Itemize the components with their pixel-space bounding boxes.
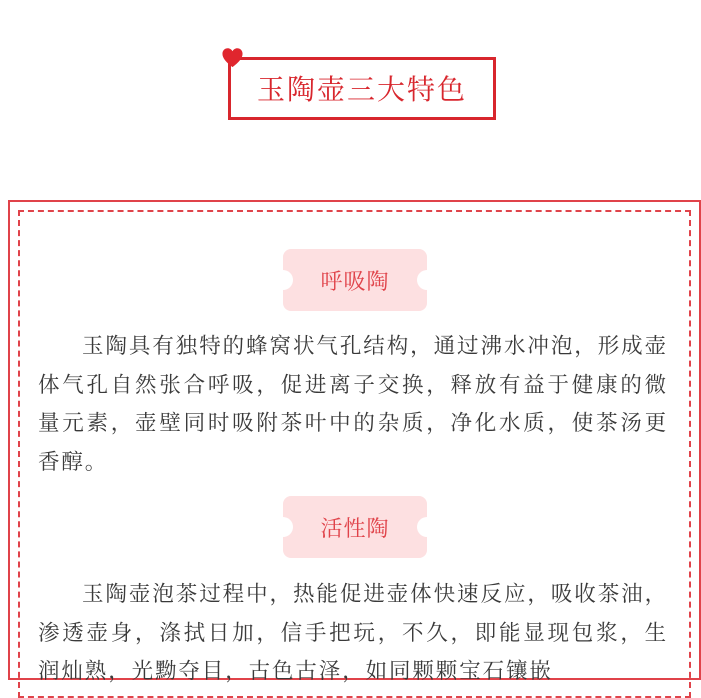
heart-icon	[221, 46, 244, 70]
page-title: 玉陶壶三大特色	[256, 72, 467, 106]
section-heading-pill	[283, 249, 427, 311]
section-heading: 活性陶	[320, 516, 390, 542]
section-body: 玉陶壶泡茶过程中，热能促进壶体快速反应，吸收茶油，渗透壶身，涤拭日加，信手把玩，不久，即能显现包浆，生润灿熟，光黝夺目，古色古泽，如同颗颗宝石镶嵌	[38, 582, 668, 684]
section-body: 玉陶具有独特的蜂窝状气孔结构，通过沸水冲泡，形成壶体气孔自然张合呼吸，促进离子交换，释放有益于健康的微量元素，壶壁同时吸附茶叶中的杂质，净化水质，使茶汤更香醇。	[38, 334, 668, 475]
section-heading-pill	[283, 496, 427, 558]
section-heading: 呼吸陶	[320, 269, 390, 295]
section-title-box	[228, 57, 496, 120]
